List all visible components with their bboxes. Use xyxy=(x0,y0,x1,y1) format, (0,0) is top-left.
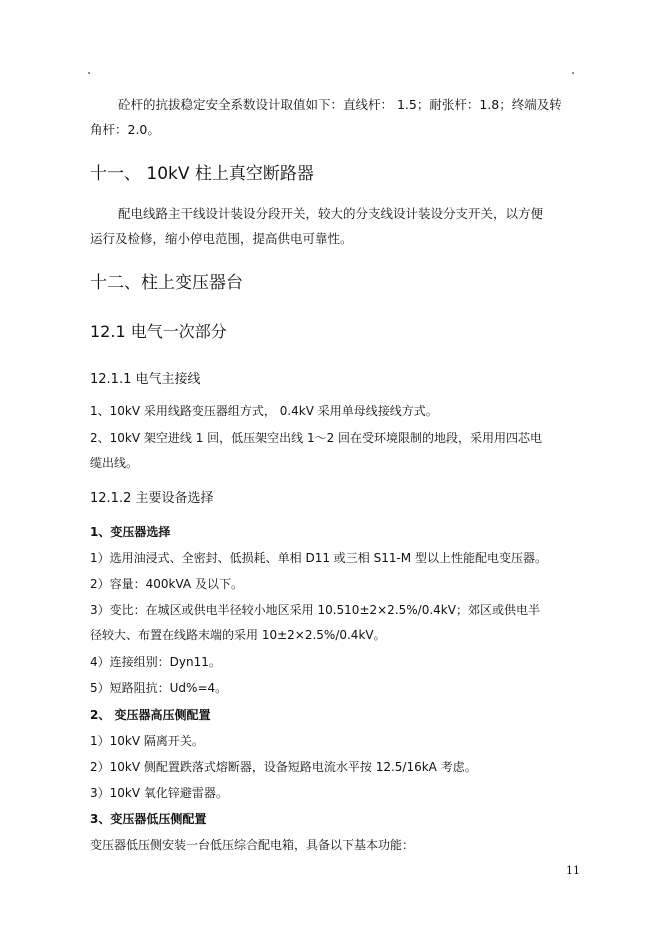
wiring-item-1: 1、10kV 采用线路变压器组方式， 0.4kV 采用单母线接线方式。 xyxy=(90,404,438,418)
hv-item-2: 2）10kV 侧配置跌落式熔断器，设备短路电流水平按 12.5/16kA 考虑。 xyxy=(90,760,477,774)
section-11-paragraph-line-1: 配电线路主干线设计装设分段开关，较大的分支线设计装设分支开关，以方便 xyxy=(118,206,544,221)
subsection-12-1-1-heading: 12.1.1 电气主接线 xyxy=(90,372,201,387)
transformer-item-1: 1）选用油浸式、全密封、低损耗、单相 D11 或三相 S11-M 型以上性能配电变压器。 xyxy=(90,551,547,565)
anti-pull-paragraph-line-1: 砼杆的抗拔稳定安全系数设计取值如下：直线杆： 1.5；耐张杆：1.8；终端及转 xyxy=(118,97,562,112)
transformer-item-2: 2）容量：400kVA 及以下。 xyxy=(90,577,243,591)
section-11-paragraph-line-2: 运行及检修，缩小停电范围，提高供电可靠性。 xyxy=(90,231,353,246)
transformer-item-5: 5）短路阻抗：Ud%=4。 xyxy=(90,681,228,695)
hv-item-1: 1）10kV 隔离开关。 xyxy=(90,734,204,748)
hv-item-3: 3）10kV 氧化锌避雷器。 xyxy=(90,786,228,800)
page-number: 11 xyxy=(566,864,580,877)
section-11-heading: 十一、 10kV 柱上真空断路器 xyxy=(90,164,314,184)
hv-side-config-heading: 2、 变压器高压侧配置 xyxy=(90,708,211,722)
crop-mark-top-right xyxy=(572,72,574,74)
transformer-item-3-line-2: 径较大、布置在线路末端的采用 10±2×2.5%/0.4kV。 xyxy=(90,628,386,642)
transformer-selection-heading: 1、变压器选择 xyxy=(90,525,171,539)
anti-pull-paragraph-line-2: 角杆：2.0。 xyxy=(90,122,160,137)
subsection-12-1-2-heading: 12.1.2 主要设备选择 xyxy=(90,491,214,506)
subsection-12-1-heading: 12.1 电气一次部分 xyxy=(90,322,227,341)
wiring-item-2-line-2: 缆出线。 xyxy=(90,456,139,470)
transformer-item-3-line-1: 3）变比：在城区或供电半径较小地区采用 10.510±2×2.5%/0.4kV；郊区或供电半 xyxy=(90,603,540,617)
crop-mark-top-left xyxy=(88,72,90,74)
lv-side-config-heading: 3、变压器低压侧配置 xyxy=(90,812,207,826)
section-12-heading: 十二、柱上变压器台 xyxy=(90,273,243,293)
transformer-item-4: 4）连接组别：Dyn11。 xyxy=(90,655,221,669)
lv-paragraph: 变压器低压侧安装一台低压综合配电箱，具备以下基本功能： xyxy=(90,838,415,852)
wiring-item-2-line-1: 2、10kV 架空进线 1 回，低压架空出线 1～2 回在受环境限制的地段，采用用四芯电 xyxy=(90,431,543,445)
